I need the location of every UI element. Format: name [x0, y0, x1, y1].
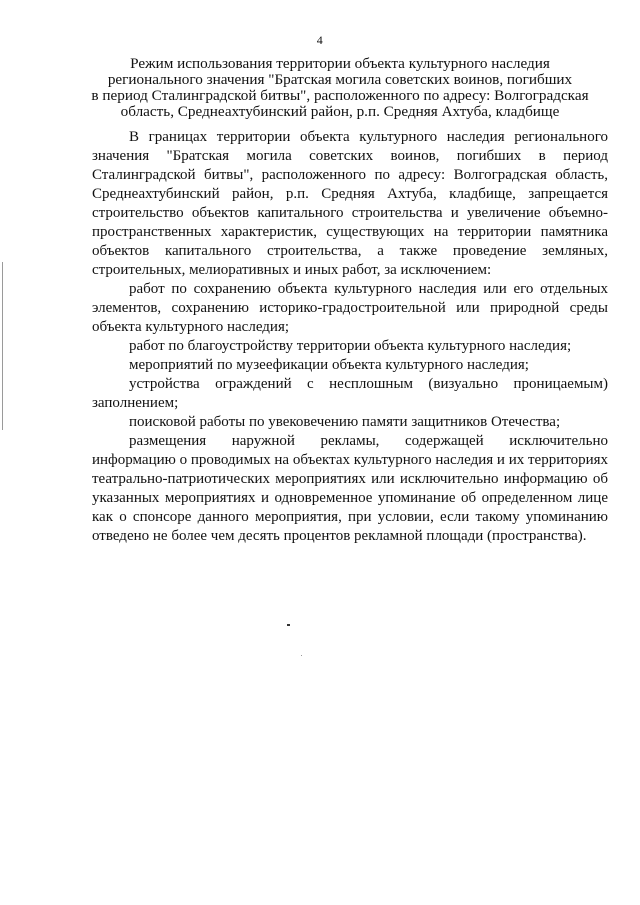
- scan-speck: [287, 624, 290, 626]
- scan-speck: [301, 655, 302, 656]
- exception-item: работ по сохранению объекта культурного наследия или его отдельных элементов, сохранению историко-градостроительной или природной среды объекта культурного наследия;: [92, 281, 608, 335]
- heading-line: в период Сталинградской битвы", расположенного по адресу: Волгоградская: [91, 87, 589, 104]
- exception-item: поисковой работы по увековечению памяти защитников Отечества;: [129, 414, 561, 430]
- document-body: [92, 128, 608, 546]
- exception-item: размещения наружной рекламы, содержащей исключительно информацию о проводимых на объектах культурного наследия и их территориях театрально-патриотических мероприятиях или исключительно информацию об указанных мероприятиях и одновременное упоминание об определенном лице как о спонсоре данного мероприятия, при условии, если такому упоминанию отведено не более чем десять процентов рекламной площади (пространства).: [92, 433, 609, 544]
- document-heading: [90, 56, 590, 120]
- page-number: 4: [316, 33, 324, 47]
- heading-line: регионального значения "Братская могила советских воинов, погибших: [107, 71, 573, 88]
- scan-edge-mark: [2, 262, 3, 430]
- exception-item: мероприятий по музеефикации объекта культурного наследия;: [129, 357, 529, 373]
- exception-item: устройства ограждений с несплошным (визуально проницаемым) заполнением;: [92, 376, 608, 411]
- heading-line: Режим использования территории объекта культурного наследия: [130, 55, 550, 72]
- exception-item: работ по благоустройству территории объекта культурного наследия;: [129, 338, 572, 354]
- heading-line: область, Среднеахтубинский район, р.п. Средняя Ахтуба, кладбище: [120, 103, 560, 120]
- intro-paragraph: В границах территории объекта культурного наследия регионального значения "Братская могила советских воинов, погибших в период Сталинградской битвы", расположенного по адресу: Волгоградская область, Среднеахтубинский район, р.п. Средняя Ахтуба, кладбище, запрещается строительство объектов капитального строительства и увеличение объемно-пространственных характеристик, существующих на территории памятника объектов капитального строительства, а также проведение земляных, строительных, мелиоративных и иных работ, за исключением:: [92, 129, 608, 278]
